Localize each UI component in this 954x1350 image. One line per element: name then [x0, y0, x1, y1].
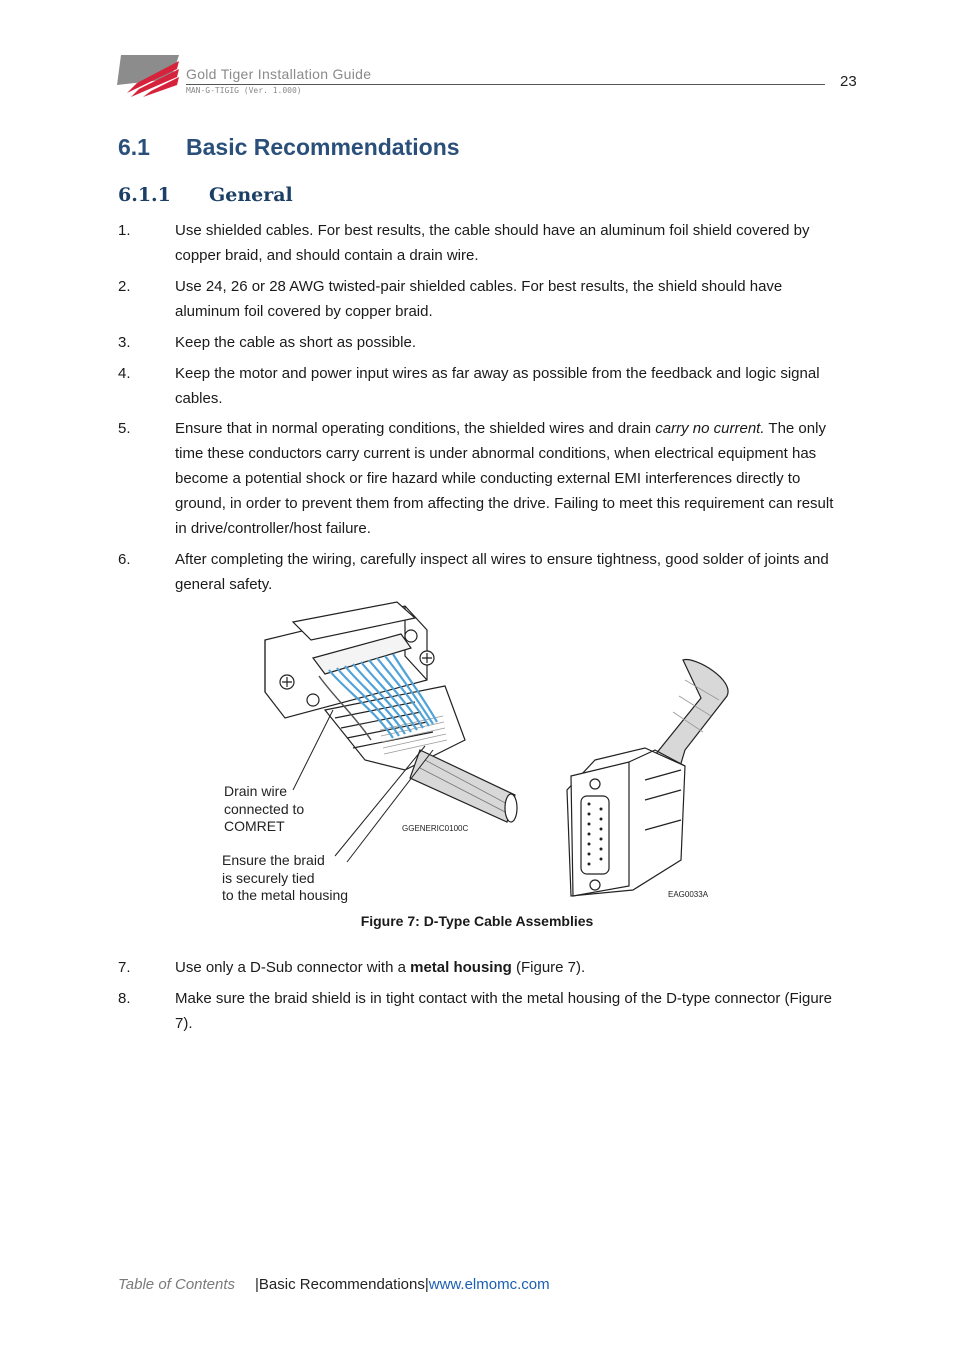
emphasis-text: carry no current. — [655, 420, 765, 437]
header-divider — [186, 84, 825, 85]
list-item — [118, 416, 838, 541]
list-item-text-part: (Figure 7). — [511, 959, 586, 976]
subsection-number: 6.1.1 — [118, 184, 171, 206]
document-title: Gold Tiger Installation Guide — [186, 66, 372, 82]
list-item-text: Keep the motor and power input wires as far away as possible from the feedback and logic signal cables. — [175, 365, 820, 407]
list-item — [118, 955, 838, 980]
page-footer — [118, 1276, 550, 1293]
figure-code-right: EAG0033A — [668, 890, 709, 899]
figure-label-drain-line-3: COMRET — [224, 818, 285, 834]
list-item-number: 2. — [118, 278, 131, 295]
list-item-number: 3. — [118, 334, 131, 351]
subsection-title: General — [209, 184, 293, 206]
list-item — [118, 330, 838, 355]
list-item-number: 4. — [118, 365, 131, 382]
list-item — [118, 218, 838, 268]
bold-text: metal housing — [410, 959, 512, 976]
section-title: Basic Recommendations — [186, 134, 460, 160]
figure-label-braid-line-1: Ensure the braid — [222, 852, 325, 868]
figure-caption: Figure 7: D-Type Cable Assemblies — [360, 913, 594, 929]
section-number: 6.1 — [118, 134, 150, 160]
list-item-text-part: The only time these conductors carry current is under abnormal conditions, when electrical equipment has become a potential shock or fire hazard while conducting external EMI interferences directly to ground, in order to prevent them from affecting the drive. Failing to meet this requirement can result in drive/controller/host failure. — [175, 420, 834, 537]
list-item — [118, 547, 838, 597]
figure-label-braid-line-3: to the metal housing — [222, 887, 349, 903]
footer-section: |Basic Recommendations| — [255, 1276, 429, 1293]
list-item-number: 7. — [118, 959, 131, 976]
list-item-text: Keep the cable as short as possible. — [175, 334, 416, 351]
list-item-text: Make sure the braid shield is in tight contact with the metal housing of the D-type connector (Figure 7). — [175, 990, 833, 1032]
list-item-text: Use shielded cables. For best results, the cable should have an aluminum foil shield covered by copper braid, and should contain a drain wire. — [175, 222, 810, 264]
list-item-text — [175, 416, 838, 541]
list-item-text-part: Use only a D-Sub connector with a — [175, 959, 411, 976]
list-item-text — [175, 955, 838, 980]
footer-website-link[interactable]: www.elmomc.com — [428, 1276, 550, 1293]
list-item — [118, 361, 838, 411]
section-heading — [118, 134, 460, 161]
list-item-number: 8. — [118, 990, 131, 1007]
list-item-text-part: Ensure that in normal operating conditions, the shielded wires and drain — [175, 420, 656, 437]
list-item-number: 1. — [118, 222, 131, 239]
list-item — [118, 274, 838, 324]
list-item-text: Use 24, 26 or 28 AWG twisted-pair shielded cables. For best results, the shield should have aluminum foil covered by copper braid. — [175, 278, 783, 320]
document-code: MAN-G-TIGIG (Ver. 1.000) — [186, 86, 302, 95]
subsection-heading — [118, 184, 293, 206]
list-item-number: 6. — [118, 551, 131, 568]
figure-label-drain-line-2: connected to — [224, 801, 305, 817]
figure-label-braid-line-2: is securely tied — [222, 870, 315, 886]
figure-code-left: GGENERIC0100C — [402, 824, 469, 833]
figure-label-drain-line-1: Drain wire — [224, 783, 288, 799]
company-logo — [117, 55, 179, 97]
footer-toc-link[interactable]: Table of Contents — [118, 1276, 236, 1293]
list-item-number: 5. — [118, 420, 131, 437]
list-item-text: After completing the wiring, carefully inspect all wires to ensure tightness, good solder of joints and general safety. — [175, 551, 829, 593]
d-type-cable-figure — [215, 600, 735, 910]
page-number: 23 — [840, 73, 857, 90]
list-item — [118, 986, 838, 1036]
